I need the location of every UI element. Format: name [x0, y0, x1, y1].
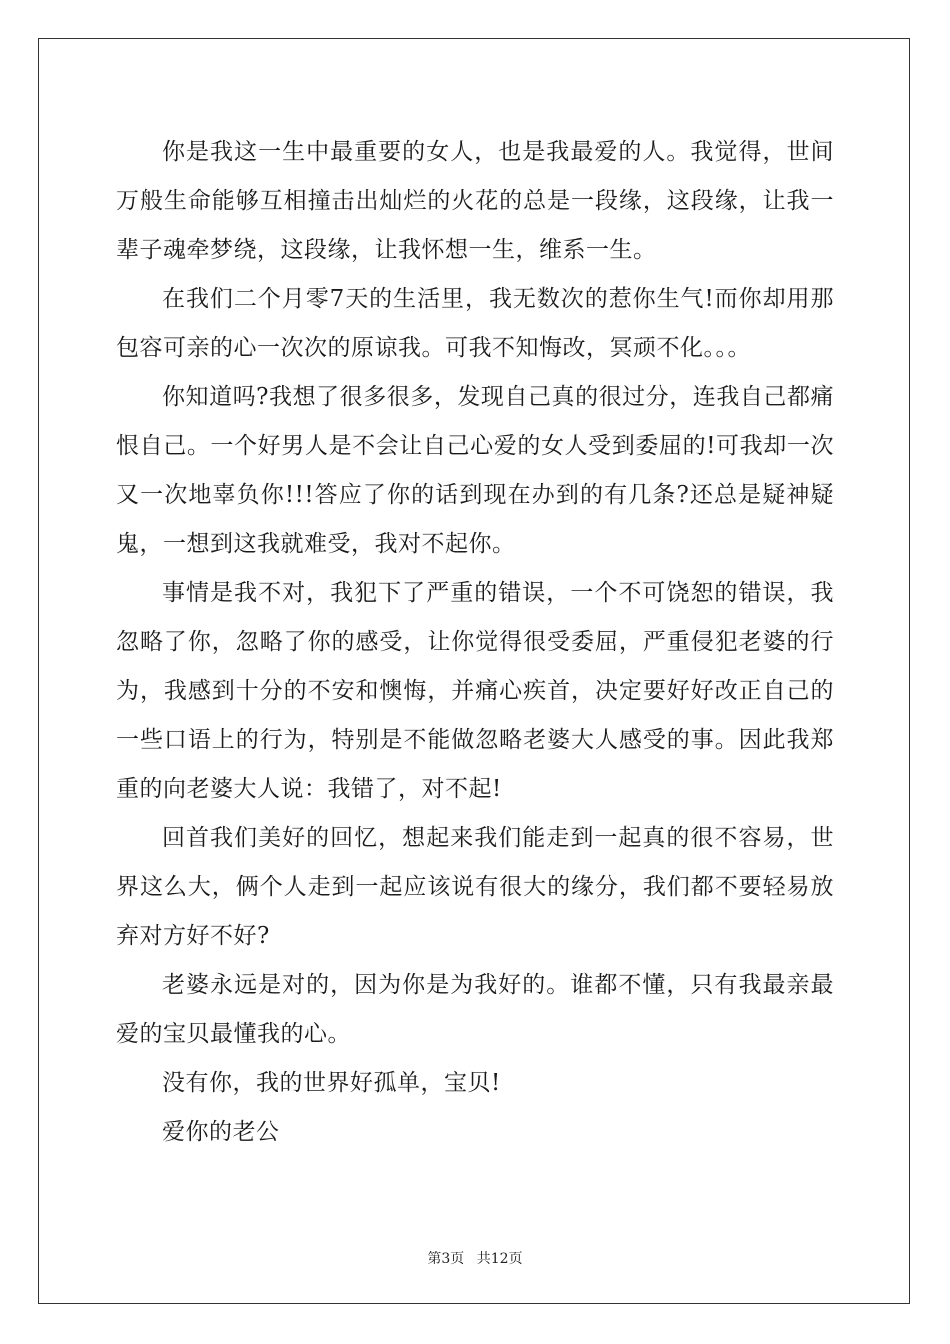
page-total: 共12页	[476, 1251, 523, 1267]
paragraph: 老婆永远是对的，因为你是为我好的。谁都不懂，只有我最亲最爱的宝贝最懂我的心。	[116, 972, 834, 1047]
document-body	[116, 128, 834, 1157]
paragraph: 没有你，我的世界好孤单，宝贝!	[162, 1070, 501, 1096]
paragraph: 你是我这一生中最重要的女人，也是我最爱的人。我觉得，世间万般生命能够互相撞击出灿烂的火花的总是一段缘，这段缘，让我一辈子魂牵梦绕，这段缘，让我怀想一生，维系一生。	[116, 139, 834, 263]
paragraph: 在我们二个月零7天的生活里，我无数次的惹你生气!而你却用那包容可亲的心一次次的原谅我。可我不知悔改，冥顽不化。。。	[116, 286, 834, 361]
signature-line: 爱你的老公	[162, 1119, 280, 1145]
paragraph: 回首我们美好的回忆，想起来我们能走到一起真的很不容易，世界这么大，俩个人走到一起应该说有很大的缘分，我们都不要轻易放弃对方好不好?	[116, 825, 834, 949]
paragraph: 你知道吗?我想了很多很多，发现自己真的很过分，连我自己都痛恨自己。一个好男人是不会让自己心爱的女人受到委屈的!可我却一次又一次地辜负你!!!答应了你的话到现在办到的有几条?还总是疑神疑鬼，一想到这我就难受，我对不起你。	[116, 384, 834, 557]
page-footer	[0, 1248, 950, 1268]
page-number: 第3页	[427, 1251, 465, 1267]
paragraph: 事情是我不对，我犯下了严重的错误，一个不可饶恕的错误，我忽略了你，忽略了你的感受，让你觉得很受委屈，严重侵犯老婆的行为，我感到十分的不安和懊悔，并痛心疾首，决定要好好改正自己的一些口语上的行为，特别是不能做忽略老婆大人感受的事。因此我郑重的向老婆大人说：我错了，对不起!	[116, 580, 834, 802]
